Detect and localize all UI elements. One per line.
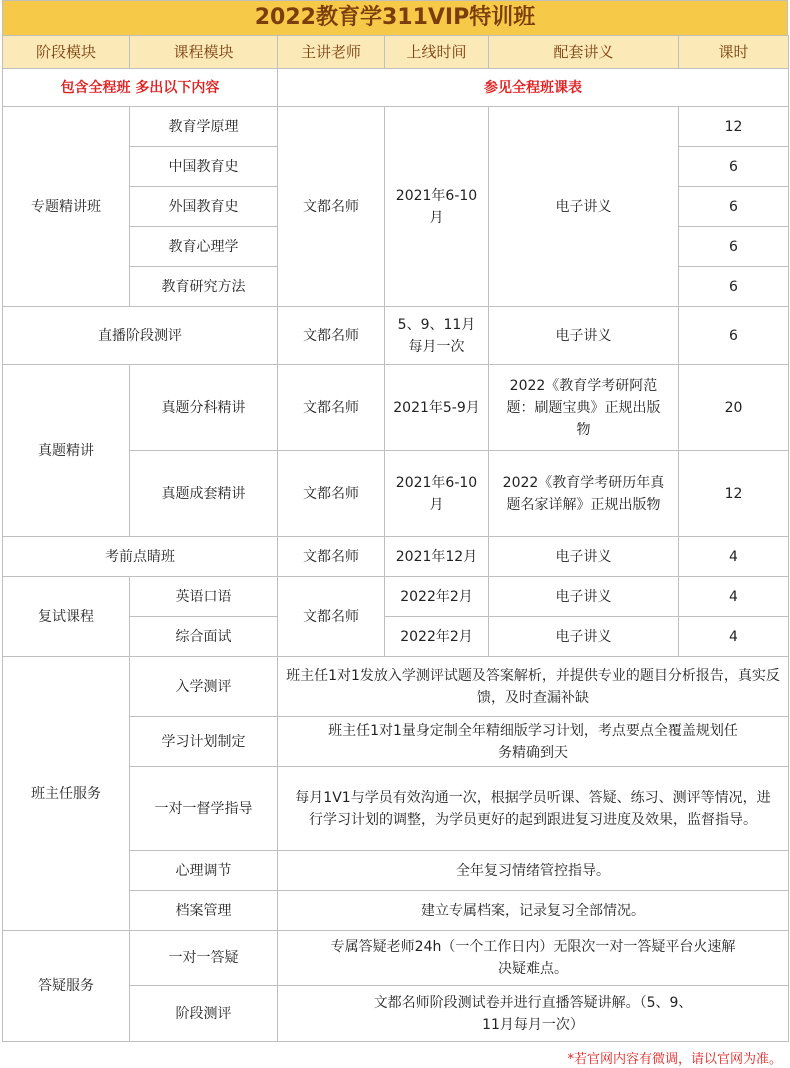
time-cell: 2021年6-10月 (385, 107, 489, 307)
page-title: 2022教育学311VIP特训班 (2, 0, 788, 35)
course-cell: 教育研究方法 (130, 267, 278, 307)
hours-cell: 6 (679, 267, 789, 307)
stage-cell: 班主任服务 (3, 657, 130, 931)
table-row (3, 657, 789, 717)
desc-cell: 班主任1对1发放入学测评试题及答案解析，并提供专业的题目分析报告，真实反馈，及时查漏补缺 (278, 657, 789, 717)
teacher-cell: 文都名师 (278, 365, 385, 451)
stage-cell: 直播阶段测评 (3, 307, 278, 365)
material-cell: 电子讲义 (489, 107, 679, 307)
table-row (3, 537, 789, 577)
hours-cell: 6 (679, 227, 789, 267)
teacher-cell: 文都名师 (278, 537, 385, 577)
time-cell: 2021年12月 (385, 537, 489, 577)
schedule-table (2, 35, 789, 1042)
header-row (3, 36, 789, 69)
desc-cell: 每月1V1与学员有效沟通一次，根据学员听课、答疑、练习、测评等情况，进行学习计划的调整，为学员更好的起到跟进复习进度及效果，监督指导。 (278, 767, 789, 851)
course-cell: 教育心理学 (130, 227, 278, 267)
intro-row (3, 69, 789, 107)
material-cell: 2022《教育学考研历年真题名家详解》正规出版物 (489, 451, 679, 537)
time-cell: 2022年2月 (385, 577, 489, 617)
hours-cell: 6 (679, 147, 789, 187)
course-cell: 学习计划制定 (130, 717, 278, 767)
course-cell: 教育学原理 (130, 107, 278, 147)
course-cell: 英语口语 (130, 577, 278, 617)
hours-cell: 4 (679, 617, 789, 657)
header-teacher: 主讲老师 (278, 36, 385, 69)
table-row (3, 365, 789, 451)
course-cell: 心理调节 (130, 851, 278, 891)
intro-left: 包含全程班 多出以下内容 (3, 69, 278, 107)
desc-cell: 班主任1对1量身定制全年精细版学习计划，考点要点全覆盖规划任务精确到天 (278, 717, 789, 767)
table-row (3, 307, 789, 365)
course-cell: 真题分科精讲 (130, 365, 278, 451)
desc-cell: 全年复习情绪管控指导。 (278, 851, 789, 891)
material-cell: 2022《教育学考研阿范题：刷题宝典》正规出版物 (489, 365, 679, 451)
course-cell: 档案管理 (130, 891, 278, 931)
teacher-cell: 文都名师 (278, 451, 385, 537)
table-row (3, 107, 789, 147)
header-stage: 阶段模块 (3, 36, 130, 69)
stage-cell: 复试课程 (3, 577, 130, 657)
time-cell: 5、9、11月每月一次 (385, 307, 489, 365)
desc-cell: 专属答疑老师24h（一个工作日内）无限次一对一答疑平台火速解决疑难点。 (278, 931, 789, 986)
hours-cell: 6 (679, 307, 789, 365)
header-material: 配套讲义 (489, 36, 679, 69)
hours-cell: 12 (679, 451, 789, 537)
teacher-cell: 文都名师 (278, 107, 385, 307)
course-schedule (2, 0, 788, 1067)
time-cell: 2021年6-10月 (385, 451, 489, 537)
desc-cell: 文都名师阶段测试卷并进行直播答疑讲解。（5、9、11月每月一次） (278, 986, 789, 1042)
stage-cell: 真题精讲 (3, 365, 130, 537)
table-row (3, 577, 789, 617)
course-cell: 外国教育史 (130, 187, 278, 227)
course-cell: 综合面试 (130, 617, 278, 657)
stage-cell: 专题精讲班 (3, 107, 130, 307)
course-cell: 中国教育史 (130, 147, 278, 187)
table-row (3, 931, 789, 986)
intro-right: 参见全程班课表 (278, 69, 789, 107)
course-cell: 一对一督学指导 (130, 767, 278, 851)
header-hours: 课时 (679, 36, 789, 69)
material-cell: 电子讲义 (489, 617, 679, 657)
time-cell: 2022年2月 (385, 617, 489, 657)
hours-cell: 4 (679, 577, 789, 617)
material-cell: 电子讲义 (489, 537, 679, 577)
stage-cell: 考前点睛班 (3, 537, 278, 577)
course-cell: 真题成套精讲 (130, 451, 278, 537)
course-cell: 一对一答疑 (130, 931, 278, 986)
stage-cell: 答疑服务 (3, 931, 130, 1042)
material-cell: 电子讲义 (489, 307, 679, 365)
hours-cell: 6 (679, 187, 789, 227)
hours-cell: 4 (679, 537, 789, 577)
hours-cell: 20 (679, 365, 789, 451)
footnote: *若官网内容有微调，请以官网为准。 (567, 1052, 782, 1067)
time-cell: 2021年5-9月 (385, 365, 489, 451)
material-cell: 电子讲义 (489, 577, 679, 617)
teacher-cell: 文都名师 (278, 307, 385, 365)
course-cell: 阶段测评 (130, 986, 278, 1042)
desc-cell: 建立专属档案，记录复习全部情况。 (278, 891, 789, 931)
hours-cell: 12 (679, 107, 789, 147)
course-cell: 入学测评 (130, 657, 278, 717)
teacher-cell: 文都名师 (278, 577, 385, 657)
header-time: 上线时间 (385, 36, 489, 69)
header-course: 课程模块 (130, 36, 278, 69)
